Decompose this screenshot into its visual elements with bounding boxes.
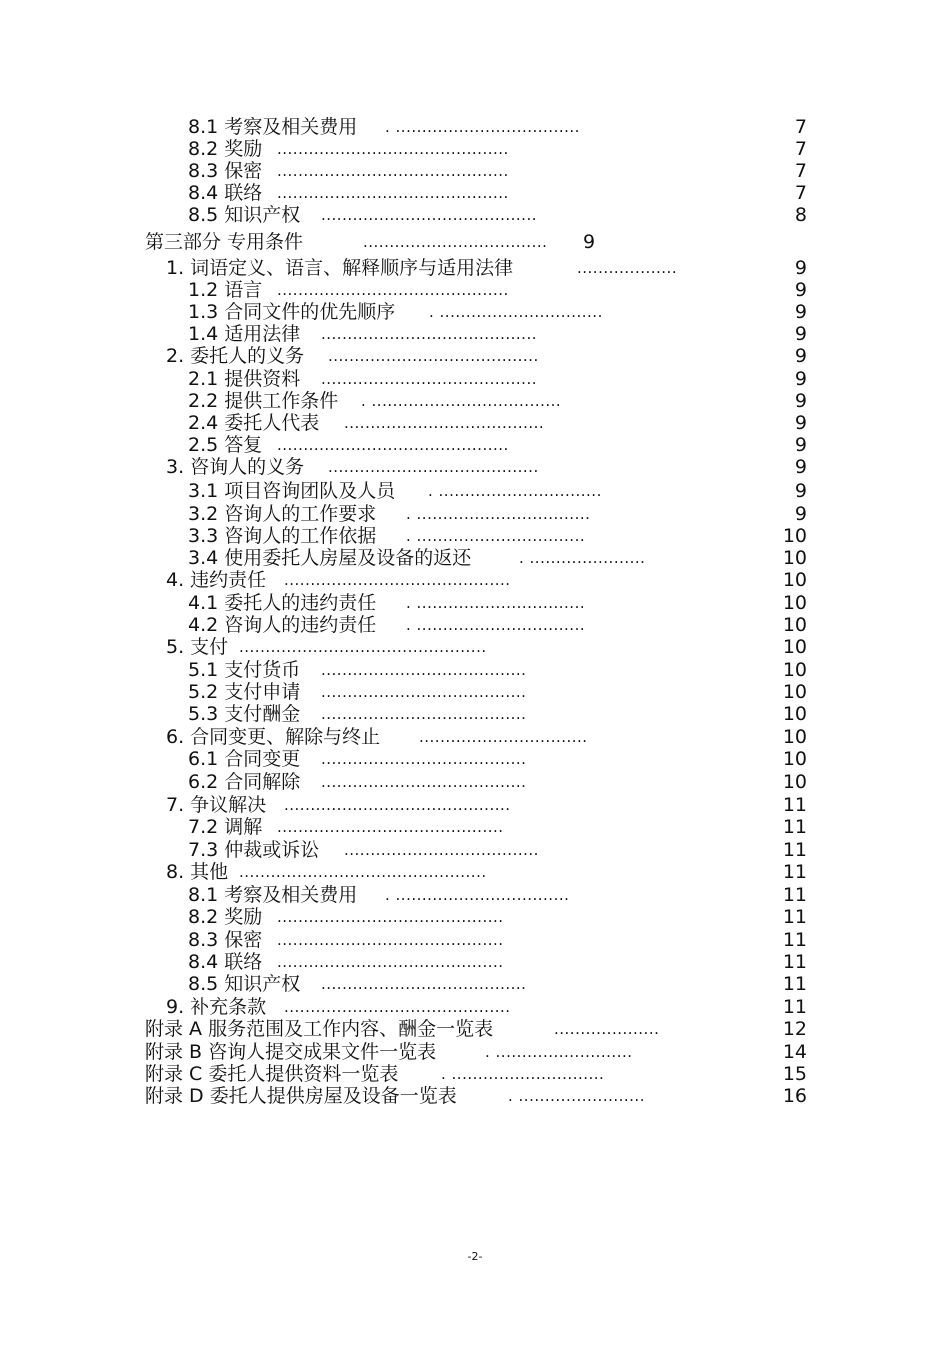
toc-entry-label: 6.2 合同解除	[188, 771, 301, 793]
toc-entry-leader: ......................................	[344, 414, 545, 432]
toc-entry-page: 10	[782, 681, 807, 703]
toc-entry-label: 附录 D 委托人提供房屋及设备一览表	[145, 1085, 457, 1107]
toc-entry-label: 第三部分 专用条件	[145, 231, 304, 253]
toc-entry-leader: ............................................	[277, 184, 509, 202]
toc-entry-label: 7.3 仲裁或诉讼	[188, 839, 320, 861]
toc-entry-page: 12	[782, 1018, 807, 1040]
toc-entry-leader: .........................................	[321, 370, 537, 388]
toc-entry-label: 8.5 知识产权	[188, 973, 301, 995]
toc-entry-label: 4.2 咨询人的违约责任	[188, 614, 377, 636]
toc-entry-leader: ...................	[577, 259, 678, 277]
toc-entry-leader: ........................................	[328, 458, 539, 476]
toc-entry-label: 6.1 合同变更	[188, 748, 301, 770]
toc-entry-page: 7	[794, 138, 807, 160]
toc-entry-leader: .......................................	[321, 750, 527, 768]
toc-entry-page: 11	[782, 861, 807, 883]
toc-entry-label: 附录 C 委托人提供资料一览表	[145, 1063, 399, 1085]
toc-entry-label: 5.3 支付酬金	[188, 703, 301, 725]
toc-entry-leader: .........................................	[321, 206, 537, 224]
toc-entry-label: 8.4 联络	[188, 951, 263, 973]
toc-entry-page: 10	[782, 547, 807, 569]
toc-entry-page: 11	[782, 884, 807, 906]
toc-entry-page: 9	[794, 412, 807, 434]
toc-entry-leader: ...........................................	[277, 953, 504, 971]
toc-entry-leader: ...........................................	[277, 908, 504, 926]
toc-entry-page: 16	[782, 1085, 807, 1107]
toc-entry-page: 9	[794, 323, 807, 345]
toc-entry-label: 8.2 奖励	[188, 138, 263, 160]
toc-entry-page: 11	[782, 794, 807, 816]
toc-entry-leader: . ........................	[508, 1087, 645, 1105]
toc-entry-label: 5.1 支付货币	[188, 659, 301, 681]
toc-entry-label: 9. 补充条款	[166, 996, 267, 1018]
toc-entry-leader: . ...................................	[385, 118, 580, 136]
toc-entry-label: 1.2 语言	[188, 279, 263, 301]
toc-entry-leader: ............................................	[277, 281, 509, 299]
toc-entry-page: 11	[782, 929, 807, 951]
toc-entry-page: 9	[794, 503, 807, 525]
toc-entry-leader: ...........................................	[284, 998, 511, 1016]
toc-entry-page: 15	[782, 1063, 807, 1085]
toc-entry-leader: ...........................................	[284, 796, 511, 814]
toc-entry-label: 8.1 考察及相关费用	[188, 116, 358, 138]
toc-entry-page: 9	[794, 390, 807, 412]
toc-entry-label: 4. 违约责任	[166, 569, 267, 591]
toc-entry-leader: . ................................	[406, 527, 586, 545]
toc-entry-leader: . .................................	[385, 886, 570, 904]
toc-entry-page: 9	[794, 480, 807, 502]
toc-entry-leader: ........................................	[328, 347, 539, 365]
toc-entry-label: 5. 支付	[166, 636, 229, 658]
toc-entry-label: 3.3 咨询人的工作依据	[188, 525, 377, 547]
toc-entry-page: 9	[794, 434, 807, 456]
toc-entry-leader: . ................................	[406, 616, 586, 634]
toc-entry-leader: ............................................	[277, 140, 509, 158]
toc-entry-leader: .......................................	[321, 975, 527, 993]
toc-entry-page: 11	[782, 973, 807, 995]
toc-entry-page: 10	[782, 614, 807, 636]
page-number-footer: -2-	[467, 1250, 483, 1263]
toc-entry-leader: ...........................................	[277, 818, 504, 836]
toc-entry-page: 10	[782, 569, 807, 591]
toc-entry-page: 7	[794, 116, 807, 138]
toc-entry-leader: . ...............................	[429, 303, 603, 321]
toc-entry-leader: ...........................................	[284, 571, 511, 589]
toc-entry-page: 10	[782, 525, 807, 547]
toc-entry-label: 2.5 答复	[188, 434, 263, 456]
toc-entry-label: 7. 争议解决	[166, 794, 267, 816]
toc-entry-leader: . .................................	[406, 505, 591, 523]
toc-entry-leader: ...............................................	[239, 863, 487, 881]
toc-entry-label: 2. 委托人的义务	[166, 345, 305, 367]
toc-entry-label: 4.1 委托人的违约责任	[188, 592, 377, 614]
toc-entry-leader: .....................................	[344, 841, 539, 859]
toc-entry-label: 2.2 提供工作条件	[188, 390, 339, 412]
toc-entry-label: 8.4 联络	[188, 182, 263, 204]
toc-entry-label: 附录 A 服务范围及工作内容、酬金一览表	[145, 1018, 494, 1040]
toc-entry-label: 2.1 提供资料	[188, 368, 301, 390]
toc-entry-page: 9	[794, 279, 807, 301]
toc-entry-leader: . ......................	[519, 549, 646, 567]
toc-entry-label: 1.4 适用法律	[188, 323, 301, 345]
toc-entry-leader: .......................................	[321, 773, 527, 791]
toc-entry-label: 8.5 知识产权	[188, 204, 301, 226]
toc-entry-page: 9	[583, 231, 596, 253]
toc-entry-label: 8. 其他	[166, 861, 229, 883]
toc-entry-label: 2.4 委托人代表	[188, 412, 320, 434]
toc-entry-leader: ............................................	[277, 436, 509, 454]
toc-entry-label: 8.2 奖励	[188, 906, 263, 928]
toc-entry-page: 9	[794, 456, 807, 478]
toc-entry-page: 10	[782, 592, 807, 614]
toc-entry-leader: ................................	[419, 728, 588, 746]
toc-entry-page: 10	[782, 748, 807, 770]
toc-entry-page: 11	[782, 816, 807, 838]
toc-entry-leader: . .............................	[441, 1065, 605, 1083]
toc-entry-page: 9	[794, 301, 807, 323]
toc-entry-label: 8.3 保密	[188, 929, 263, 951]
toc-entry-page: 11	[782, 951, 807, 973]
toc-entry-label: 6. 合同变更、解除与终止	[166, 726, 381, 748]
toc-entry-label: 3.1 项目咨询团队及人员	[188, 480, 396, 502]
toc-entry-leader: . ....................................	[361, 392, 562, 410]
toc-entry-leader: ...............................................	[239, 638, 487, 656]
toc-entry-label: 1. 词语定义、语言、解释顺序与适用法律	[166, 257, 514, 279]
toc-entry-leader: .......................................	[321, 683, 527, 701]
toc-entry-label: 5.2 支付申请	[188, 681, 301, 703]
toc-entry-leader: .......................................	[321, 661, 527, 679]
toc-entry-leader: ...........................................	[277, 931, 504, 949]
toc-entry-page: 14	[782, 1041, 807, 1063]
toc-entry-leader: .......................................	[321, 705, 527, 723]
toc-entry-page: 11	[782, 996, 807, 1018]
toc-entry-leader: . ...............................	[428, 482, 602, 500]
toc-entry-label: 8.1 考察及相关费用	[188, 884, 358, 906]
toc-entry-page: 11	[782, 906, 807, 928]
toc-entry-label: 3.2 咨询人的工作要求	[188, 503, 377, 525]
toc-entry-leader: ....................	[554, 1020, 660, 1038]
toc-entry-leader: . ................................	[406, 594, 586, 612]
toc-entry-page: 10	[782, 771, 807, 793]
toc-entry-page: 11	[782, 839, 807, 861]
toc-entry-label: 8.3 保密	[188, 160, 263, 182]
toc-entry-page: 9	[794, 257, 807, 279]
toc-entry-page: 7	[794, 182, 807, 204]
toc-entry-page: 10	[782, 726, 807, 748]
toc-entry-label: 1.3 合同文件的优先顺序	[188, 301, 396, 323]
toc-entry-leader: ............................................	[277, 162, 509, 180]
toc-entry-leader: .........................................	[321, 325, 537, 343]
toc-entry-page: 10	[782, 703, 807, 725]
toc-entry-page: 10	[782, 636, 807, 658]
toc-entry-leader: . ..........................	[485, 1043, 633, 1061]
toc-entry-leader: ...................................	[363, 233, 548, 251]
toc-entry-page: 10	[782, 659, 807, 681]
toc-entry-label: 3.4 使用委托人房屋及设备的返还	[188, 547, 472, 569]
toc-entry-label: 3. 咨询人的义务	[166, 456, 305, 478]
toc-entry-page: 7	[794, 160, 807, 182]
toc-entry-page: 9	[794, 368, 807, 390]
toc-entry-page: 9	[794, 345, 807, 367]
toc-entry-page: 8	[794, 204, 807, 226]
toc-entry-label: 附录 B 咨询人提交成果文件一览表	[145, 1041, 437, 1063]
toc-entry-label: 7.2 调解	[188, 816, 263, 838]
